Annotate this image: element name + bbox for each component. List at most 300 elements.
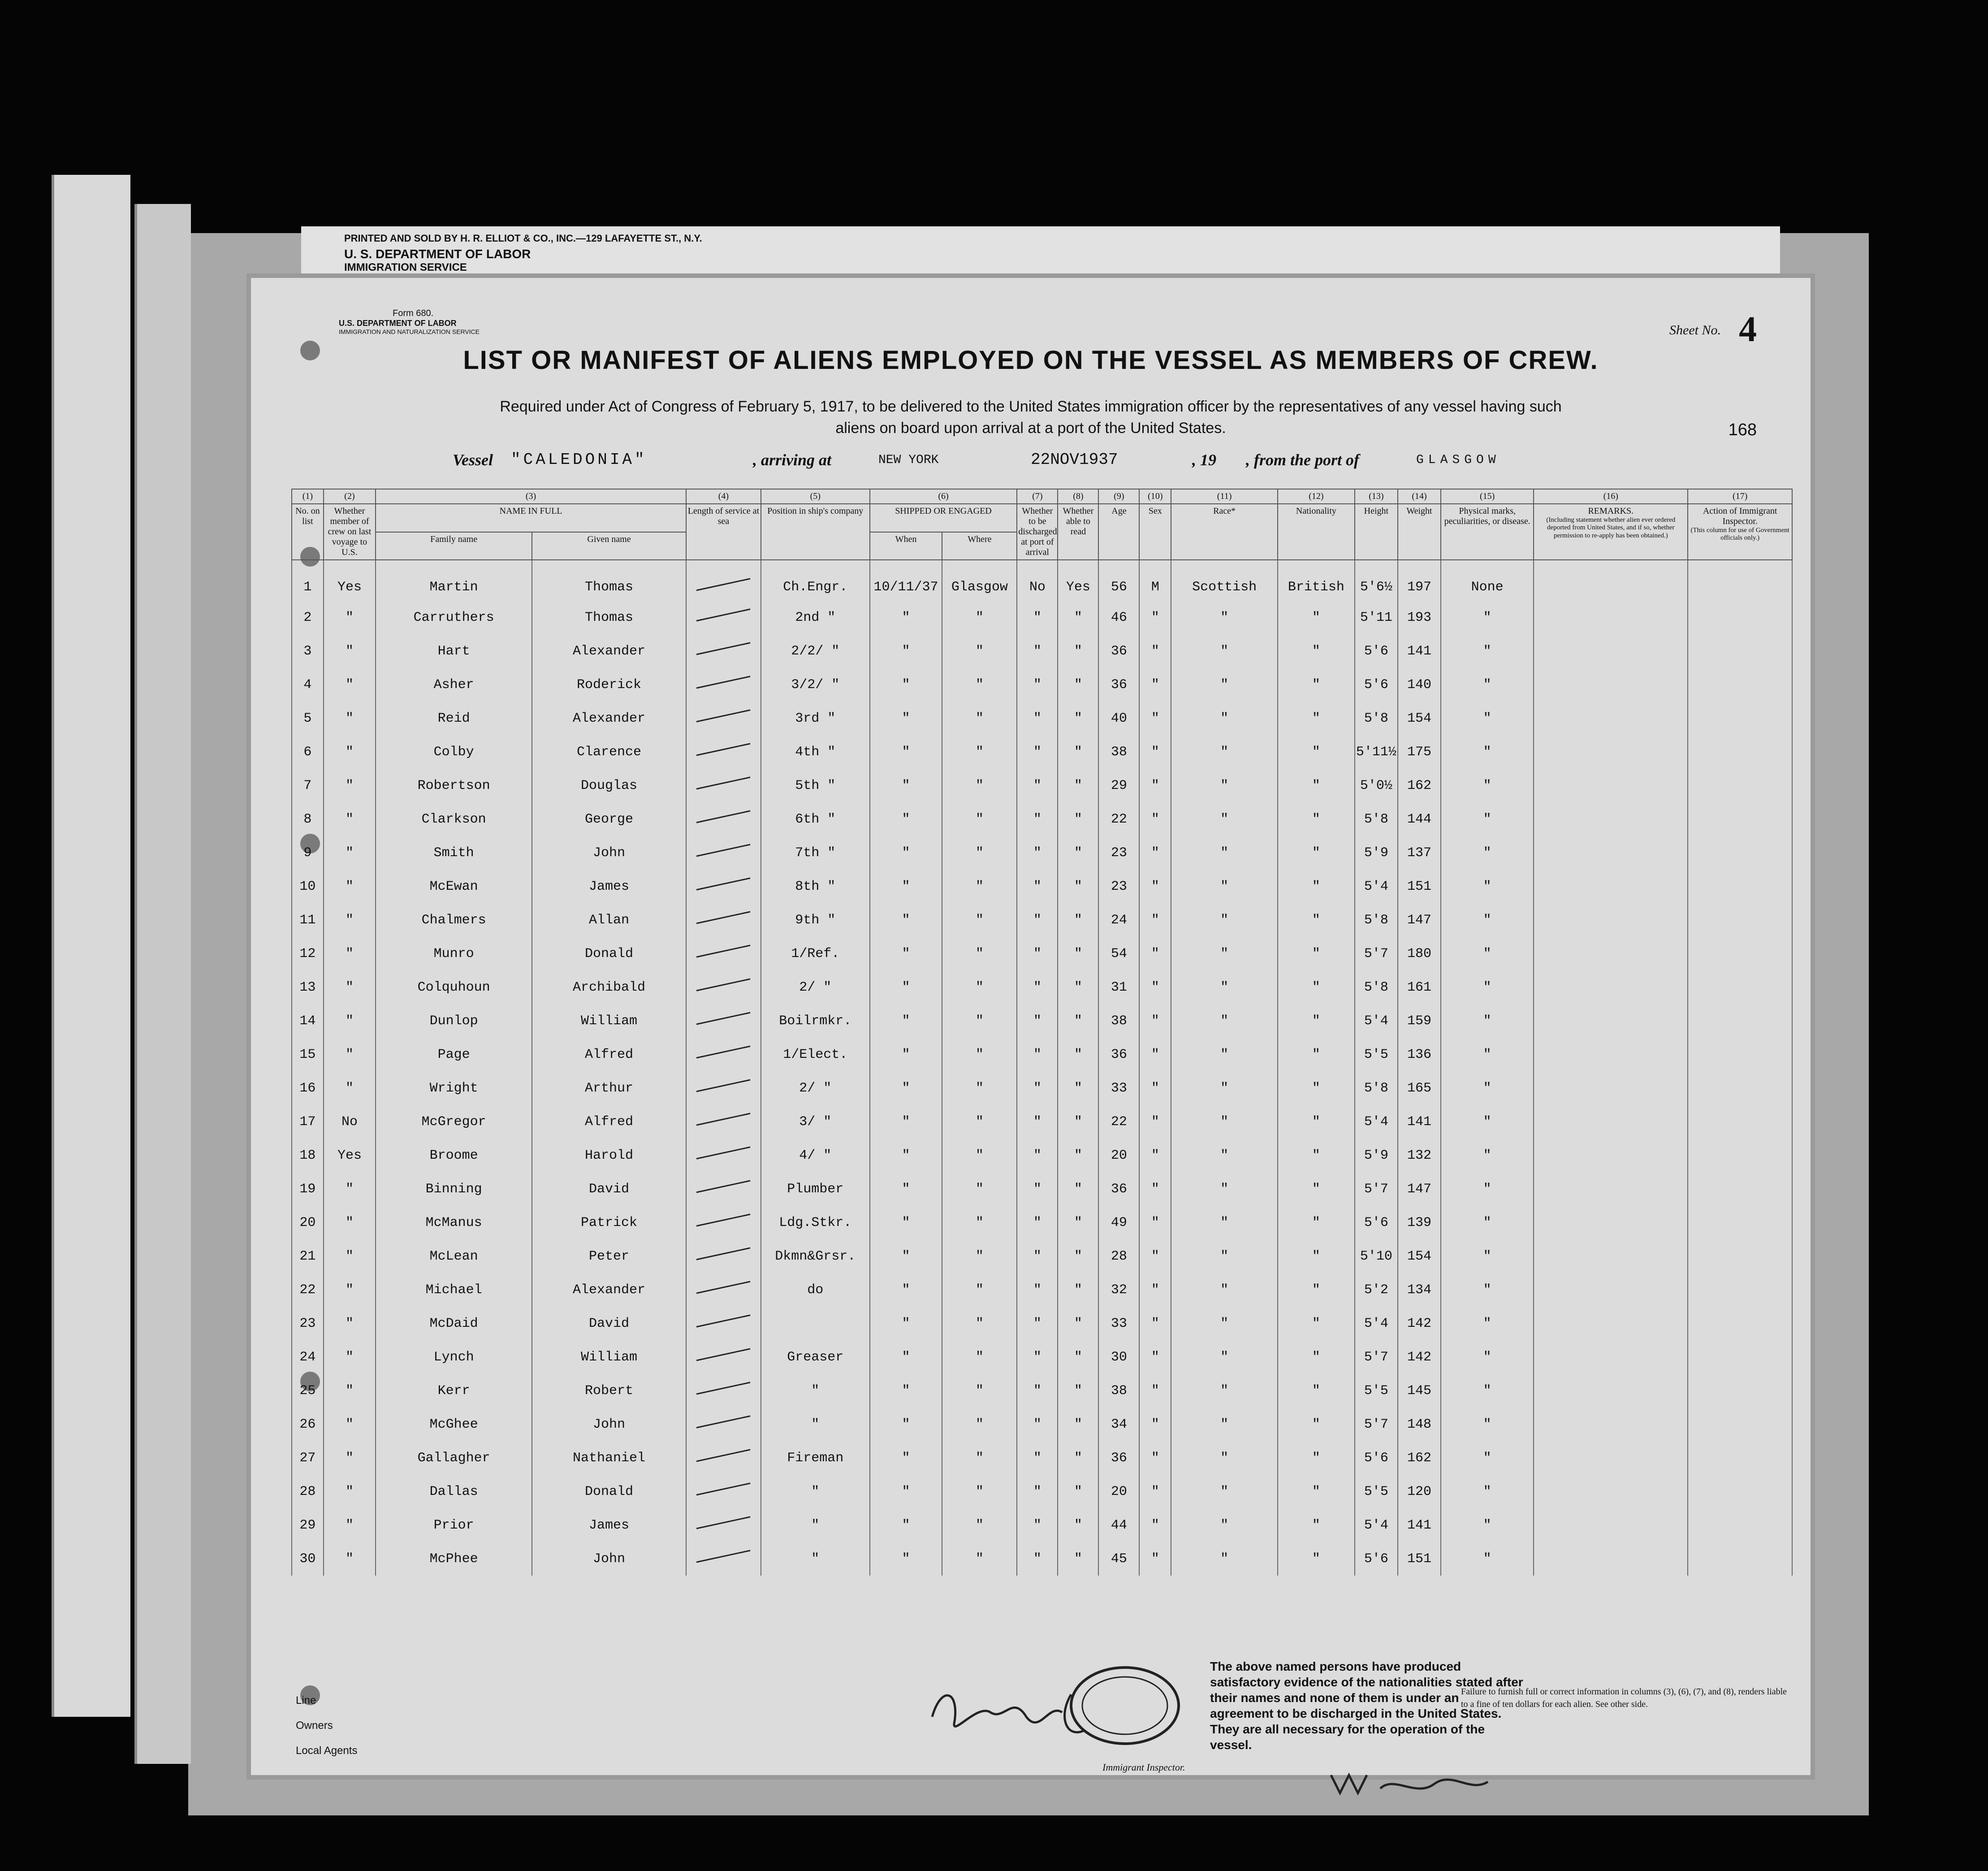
service-tick-mark: [692, 1077, 755, 1095]
inspector-action: [1688, 1239, 1792, 1273]
height: 5'5: [1355, 1374, 1398, 1408]
shipped-where: ": [942, 1508, 1017, 1542]
physical-marks: ": [1441, 937, 1534, 970]
inspector-action: [1688, 870, 1792, 903]
age: 22: [1098, 1105, 1139, 1139]
crew-member-flag: ": [324, 870, 376, 903]
crew-member-flag: ": [324, 1004, 376, 1038]
position: do: [761, 1273, 870, 1307]
shipped-when: ": [870, 1340, 942, 1374]
can-read: ": [1058, 634, 1098, 668]
sex: ": [1139, 970, 1171, 1004]
shipped-when: ": [870, 903, 942, 937]
age: 36: [1098, 634, 1139, 668]
manifest-sheet: [251, 278, 1811, 1775]
family-name: McDaid: [376, 1307, 532, 1340]
remarks: [1534, 1475, 1688, 1508]
given-name: Alexander: [532, 634, 686, 668]
age: 32: [1098, 1273, 1139, 1307]
nationality: ": [1278, 1441, 1355, 1475]
height: 5'7: [1355, 1408, 1398, 1441]
inspector-action: [1688, 1340, 1792, 1374]
sex: ": [1139, 1105, 1171, 1139]
col-num: (9): [1098, 489, 1139, 504]
family-name: McLean: [376, 1239, 532, 1273]
header-family: Family name: [376, 532, 532, 560]
service-tick-mark: [692, 1380, 755, 1398]
remarks: [1534, 668, 1688, 702]
shipped-when: ": [870, 735, 942, 769]
can-read: ": [1058, 1508, 1098, 1542]
inspector-action: [1688, 802, 1792, 836]
remarks: [1534, 735, 1688, 769]
shipped-when: ": [870, 1508, 942, 1542]
header-member: Whether member of crew on last voyage to U.S.: [324, 504, 376, 560]
discharge-flag: ": [1017, 903, 1058, 937]
weight: 159: [1398, 1004, 1441, 1038]
can-read: ": [1058, 702, 1098, 735]
table-row: [292, 634, 1792, 668]
remarks: [1534, 601, 1688, 634]
age: 22: [1098, 802, 1139, 836]
shipped-where: ": [942, 1239, 1017, 1273]
nationality: ": [1278, 601, 1355, 634]
col-num: (2): [324, 489, 376, 504]
age: 36: [1098, 1038, 1139, 1071]
height: 5'7: [1355, 1172, 1398, 1206]
crew-member-flag: ": [324, 937, 376, 970]
position: Boilrmkr.: [761, 1004, 870, 1038]
col-num: (6): [870, 489, 1017, 504]
position: 3rd ": [761, 702, 870, 735]
race: ": [1171, 970, 1278, 1004]
shipped-where: ": [942, 634, 1017, 668]
header-race: Race*: [1171, 504, 1278, 560]
weight: 134: [1398, 1273, 1441, 1307]
service-tick-mark: [692, 1245, 755, 1263]
row-number: 20: [292, 1206, 324, 1239]
shipped-when: ": [870, 802, 942, 836]
position: Plumber: [761, 1172, 870, 1206]
inspector-action: [1688, 1307, 1792, 1340]
weight: 141: [1398, 1105, 1441, 1139]
service-tick-mark: [692, 1279, 755, 1297]
physical-marks: ": [1441, 836, 1534, 870]
shipped-where: ": [942, 1307, 1017, 1340]
crew-member-flag: ": [324, 1307, 376, 1340]
row-number: 11: [292, 903, 324, 937]
form-number: Form 680.: [393, 308, 434, 318]
discharge-flag: ": [1017, 802, 1058, 836]
height: 5'4: [1355, 1004, 1398, 1038]
crew-member-flag: ": [324, 1172, 376, 1206]
action-title: Action of Immigrant Inspector.: [1703, 506, 1777, 526]
remarks: [1534, 1542, 1688, 1576]
inspector-action: [1688, 937, 1792, 970]
given-name: David: [532, 1307, 686, 1340]
physical-marks: ": [1441, 634, 1534, 668]
sex: ": [1139, 601, 1171, 634]
can-read: ": [1058, 1408, 1098, 1441]
can-read: ": [1058, 1071, 1098, 1105]
row-number: 3: [292, 634, 324, 668]
age: 28: [1098, 1239, 1139, 1273]
row-number: 27: [292, 1441, 324, 1475]
table-row: [292, 1071, 1792, 1105]
position: 4th ": [761, 735, 870, 769]
row-number: 6: [292, 735, 324, 769]
position: 4/ ": [761, 1139, 870, 1172]
service-tick-mark: [692, 1010, 755, 1028]
row-number: 25: [292, 1374, 324, 1408]
race: ": [1171, 1206, 1278, 1239]
can-read: ": [1058, 1340, 1098, 1374]
remarks: [1534, 560, 1688, 601]
service-tick-mark: [692, 976, 755, 994]
race: ": [1171, 601, 1278, 634]
age: 36: [1098, 1172, 1139, 1206]
departure-port: GLASGOW: [1416, 453, 1500, 467]
race: ": [1171, 870, 1278, 903]
age: 44: [1098, 1508, 1139, 1542]
crew-member-flag: ": [324, 1441, 376, 1475]
remarks: [1534, 634, 1688, 668]
given-name: Patrick: [532, 1206, 686, 1239]
discharge-flag: ": [1017, 1004, 1058, 1038]
age: 38: [1098, 1374, 1139, 1408]
race: ": [1171, 802, 1278, 836]
inspector-action: [1688, 1475, 1792, 1508]
service-length: [686, 1038, 761, 1071]
age: 29: [1098, 769, 1139, 802]
inspector-action: [1688, 634, 1792, 668]
shipped-where: ": [942, 1340, 1017, 1374]
family-name: Colby: [376, 735, 532, 769]
remarks: [1534, 1239, 1688, 1273]
service-length: [686, 802, 761, 836]
top-service: IMMIGRATION SERVICE: [344, 261, 467, 273]
vessel-name: "CALEDONIA": [511, 450, 647, 469]
row-number: 22: [292, 1273, 324, 1307]
crew-manifest-table: [291, 489, 1793, 1576]
family-name: Dunlop: [376, 1004, 532, 1038]
table-row: [292, 560, 1792, 601]
sex: ": [1139, 1542, 1171, 1576]
service-length: [686, 1408, 761, 1441]
shipped-where: ": [942, 970, 1017, 1004]
col-num: (7): [1017, 489, 1058, 504]
col-num: (17): [1688, 489, 1792, 504]
crew-member-flag: ": [324, 668, 376, 702]
position: [761, 1307, 870, 1340]
height: 5'4: [1355, 1105, 1398, 1139]
inspector-label: Immigrant Inspector.: [1102, 1762, 1185, 1773]
service-length: [686, 1508, 761, 1542]
remarks: [1534, 1340, 1688, 1374]
service-length: [686, 1273, 761, 1307]
family-name: Broome: [376, 1139, 532, 1172]
subtitle-line-1: Required under Act of Congress of February 5, 1917, to be delivered to the United States immigration officer by the representatives of any vessel having such: [500, 398, 1562, 415]
shipped-where: ": [942, 1139, 1017, 1172]
can-read: ": [1058, 1273, 1098, 1307]
can-read: ": [1058, 1172, 1098, 1206]
service-tick-mark: [692, 1413, 755, 1431]
shipped-where: ": [942, 937, 1017, 970]
row-number: 28: [292, 1475, 324, 1508]
col-num: (1): [292, 489, 324, 504]
nationality: ": [1278, 769, 1355, 802]
col-num: (12): [1278, 489, 1355, 504]
inspector-action: [1688, 1441, 1792, 1475]
nationality: ": [1278, 903, 1355, 937]
discharge-flag: ": [1017, 1206, 1058, 1239]
col-num: (11): [1171, 489, 1278, 504]
physical-marks: ": [1441, 1139, 1534, 1172]
service-length: [686, 1139, 761, 1172]
shipped-where: ": [942, 870, 1017, 903]
race: ": [1171, 1038, 1278, 1071]
table-row: [292, 735, 1792, 769]
service-length: [686, 735, 761, 769]
race: ": [1171, 1139, 1278, 1172]
page-title: LIST OR MANIFEST OF ALIENS EMPLOYED ON THE VESSEL AS MEMBERS OF CREW.: [463, 346, 1599, 375]
race: ": [1171, 1105, 1278, 1139]
physical-marks: ": [1441, 601, 1534, 634]
inspector-action: [1688, 970, 1792, 1004]
given-name: Harold: [532, 1139, 686, 1172]
service-length: [686, 560, 761, 601]
family-name: Prior: [376, 1508, 532, 1542]
table-row: [292, 1441, 1792, 1475]
given-name: Donald: [532, 937, 686, 970]
col-num: (16): [1534, 489, 1688, 504]
header-length: Length of service at sea: [686, 504, 761, 560]
given-name: David: [532, 1172, 686, 1206]
physical-marks: ": [1441, 802, 1534, 836]
discharge-flag: ": [1017, 836, 1058, 870]
table-row: [292, 1239, 1792, 1273]
family-name: Carruthers: [376, 601, 532, 634]
given-name: George: [532, 802, 686, 836]
family-name: Lynch: [376, 1340, 532, 1374]
given-name: Thomas: [532, 560, 686, 601]
table-row: [292, 1374, 1792, 1408]
physical-marks: ": [1441, 1273, 1534, 1307]
service-tick-mark: [692, 576, 755, 594]
remarks: [1534, 1273, 1688, 1307]
family-name: Gallagher: [376, 1441, 532, 1475]
service-tick-mark: [692, 674, 755, 692]
height: 5'6: [1355, 634, 1398, 668]
weight: 139: [1398, 1206, 1441, 1239]
sex: ": [1139, 1508, 1171, 1542]
discharge-flag: ": [1017, 970, 1058, 1004]
service-length: [686, 1071, 761, 1105]
inspector-action: [1688, 1206, 1792, 1239]
can-read: ": [1058, 601, 1098, 634]
weight: 154: [1398, 702, 1441, 735]
service-tick-mark: [692, 875, 755, 893]
position: 5th ": [761, 769, 870, 802]
line-label: Line: [296, 1694, 316, 1706]
shipped-where: Glasgow: [942, 560, 1017, 601]
weight: 147: [1398, 903, 1441, 937]
service-length: [686, 1340, 761, 1374]
shipped-where: ": [942, 1105, 1017, 1139]
race: ": [1171, 1374, 1278, 1408]
shipped-where: ": [942, 1273, 1017, 1307]
sex: ": [1139, 668, 1171, 702]
shipped-where: ": [942, 1408, 1017, 1441]
header-sex: Sex: [1139, 504, 1171, 560]
row-number: 4: [292, 668, 324, 702]
inspector-action: [1688, 1273, 1792, 1307]
remarks: [1534, 903, 1688, 937]
sex: ": [1139, 1307, 1171, 1340]
discharge-flag: No: [1017, 560, 1058, 601]
age: 46: [1098, 601, 1139, 634]
shipped-when: ": [870, 1374, 942, 1408]
row-number: 21: [292, 1239, 324, 1273]
family-name: Page: [376, 1038, 532, 1071]
crew-member-flag: ": [324, 802, 376, 836]
position: 9th ": [761, 903, 870, 937]
shipped-when: ": [870, 1307, 942, 1340]
table-row: [292, 870, 1792, 903]
inspector-action: [1688, 560, 1792, 601]
age: 23: [1098, 870, 1139, 903]
family-name: Asher: [376, 668, 532, 702]
given-name: John: [532, 1542, 686, 1576]
weight: 142: [1398, 1340, 1441, 1374]
discharge-flag: ": [1017, 1408, 1058, 1441]
age: 20: [1098, 1475, 1139, 1508]
family-name: Binning: [376, 1172, 532, 1206]
physical-marks: ": [1441, 1206, 1534, 1239]
remarks-title: REMARKS.: [1588, 506, 1634, 516]
shipped-when: ": [870, 1408, 942, 1441]
can-read: ": [1058, 1374, 1098, 1408]
weight: 137: [1398, 836, 1441, 870]
crew-member-flag: ": [324, 1239, 376, 1273]
discharge-flag: ": [1017, 937, 1058, 970]
height: 5'8: [1355, 802, 1398, 836]
height: 5'11½: [1355, 735, 1398, 769]
family-name: Clarkson: [376, 802, 532, 836]
nationality: ": [1278, 1004, 1355, 1038]
given-name: Donald: [532, 1475, 686, 1508]
family-name: McGhee: [376, 1408, 532, 1441]
age: 38: [1098, 1004, 1139, 1038]
physical-marks: ": [1441, 1340, 1534, 1374]
physical-marks: ": [1441, 1475, 1534, 1508]
age: 56: [1098, 560, 1139, 601]
can-read: ": [1058, 1239, 1098, 1273]
shipped-where: ": [942, 735, 1017, 769]
height: 5'7: [1355, 1340, 1398, 1374]
col-num: (13): [1355, 489, 1398, 504]
position: 2/ ": [761, 970, 870, 1004]
can-read: ": [1058, 769, 1098, 802]
remarks: [1534, 1139, 1688, 1172]
given-name: Alfred: [532, 1038, 686, 1071]
inspector-action: [1688, 1374, 1792, 1408]
crew-member-flag: No: [324, 1105, 376, 1139]
physical-marks: ": [1441, 1307, 1534, 1340]
physical-marks: ": [1441, 668, 1534, 702]
service-tick-mark: [692, 1111, 755, 1129]
weight: 151: [1398, 870, 1441, 903]
given-name: Peter: [532, 1239, 686, 1273]
weight: 147: [1398, 1172, 1441, 1206]
crew-member-flag: ": [324, 903, 376, 937]
discharge-flag: ": [1017, 1508, 1058, 1542]
given-name: Roderick: [532, 668, 686, 702]
col-num: (5): [761, 489, 870, 504]
table-row: [292, 802, 1792, 836]
crew-member-flag: ": [324, 1206, 376, 1239]
nationality: ": [1278, 1273, 1355, 1307]
row-number: 9: [292, 836, 324, 870]
shipped-where: ": [942, 1441, 1017, 1475]
race: ": [1171, 1542, 1278, 1576]
service-length: [686, 1475, 761, 1508]
row-number: 16: [292, 1071, 324, 1105]
given-name: Nathaniel: [532, 1441, 686, 1475]
can-read: ": [1058, 1542, 1098, 1576]
physical-marks: ": [1441, 1441, 1534, 1475]
sex: ": [1139, 1340, 1171, 1374]
crew-member-flag: Yes: [324, 1139, 376, 1172]
row-number: 1: [292, 560, 324, 601]
position: 7th ": [761, 836, 870, 870]
col-num: (8): [1058, 489, 1098, 504]
crew-member-flag: ": [324, 1038, 376, 1071]
given-name: Alexander: [532, 702, 686, 735]
table-row: [292, 1340, 1792, 1374]
service-length: [686, 870, 761, 903]
service-tick-mark: [692, 1144, 755, 1162]
weight: 154: [1398, 1239, 1441, 1273]
sex: M: [1139, 560, 1171, 601]
age: 30: [1098, 1340, 1139, 1374]
row-number: 5: [292, 702, 324, 735]
table-row: [292, 668, 1792, 702]
row-number: 29: [292, 1508, 324, 1542]
header-marks: Physical marks, peculiarities, or disease.: [1441, 504, 1534, 560]
shipped-when: ": [870, 1441, 942, 1475]
service-length: [686, 634, 761, 668]
race: ": [1171, 1340, 1278, 1374]
column-headers: [292, 504, 1792, 532]
row-number: 26: [292, 1408, 324, 1441]
header-nationality: Nationality: [1278, 504, 1355, 560]
position: Dkmn&Grsr.: [761, 1239, 870, 1273]
discharge-flag: ": [1017, 1340, 1058, 1374]
service-tick-mark: [692, 1212, 755, 1230]
service-tick-mark: [692, 1481, 755, 1499]
height: 5'6: [1355, 1206, 1398, 1239]
sex: ": [1139, 1273, 1171, 1307]
nationality: ": [1278, 1475, 1355, 1508]
age: 23: [1098, 836, 1139, 870]
position: Fireman: [761, 1441, 870, 1475]
remarks: [1534, 1004, 1688, 1038]
sex: ": [1139, 1408, 1171, 1441]
height: 5'4: [1355, 1307, 1398, 1340]
can-read: ": [1058, 1038, 1098, 1071]
family-name: Michael: [376, 1273, 532, 1307]
